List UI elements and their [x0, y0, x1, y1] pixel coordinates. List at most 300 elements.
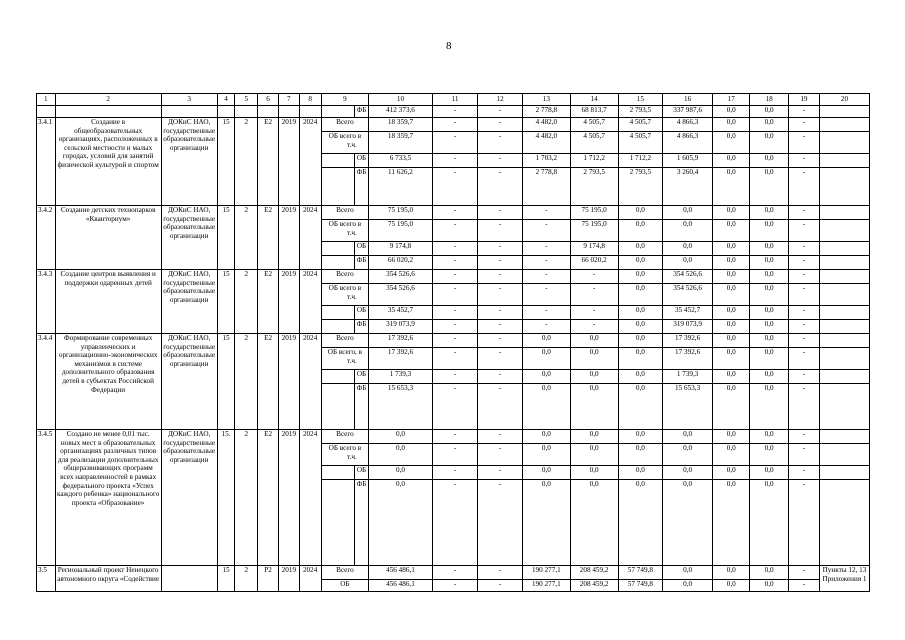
page-number: 8 [446, 40, 452, 52]
value-cell: - [432, 566, 478, 580]
empty-cell [235, 106, 258, 118]
value-cell: - [432, 270, 478, 284]
funding-label [321, 284, 369, 306]
empty-cell [37, 106, 56, 118]
value-cell: 3 260,4 [663, 168, 713, 206]
item-c5: 2 [235, 206, 258, 270]
value-cell: 0,0 [663, 580, 713, 592]
value-cell: 337 987,6 [663, 106, 713, 118]
empty-cell [299, 106, 321, 118]
empty-cell [278, 106, 299, 118]
value-cell: - [522, 256, 570, 270]
item-c7: 2019 [278, 118, 299, 206]
value-cell: 2 778,8 [522, 168, 570, 206]
funding-label: Всего [321, 270, 369, 284]
value-cell: 0,0 [713, 348, 750, 370]
note-cell [819, 284, 869, 306]
value-cell: 4 482,0 [522, 132, 570, 154]
value-cell: 2 793,5 [570, 168, 618, 206]
value-cell: 17 392,6 [369, 348, 432, 370]
value-cell: - [788, 118, 819, 132]
note-cell [819, 168, 869, 206]
value-cell: 0,0 [570, 348, 618, 370]
item-c4: 15 [217, 270, 235, 334]
value-cell: - [432, 430, 478, 444]
funding-label [321, 444, 369, 466]
value-cell: - [522, 242, 570, 256]
budget-type: ФБ [354, 168, 369, 206]
value-cell: - [432, 154, 478, 168]
value-cell: - [432, 132, 478, 154]
value-cell: - [788, 444, 819, 466]
value-cell: 75 195,0 [369, 206, 432, 220]
item-executor: ДОКиС НАО, государственные образовательные организации [161, 334, 217, 430]
value-cell: 0,0 [713, 480, 750, 566]
value-cell: - [478, 566, 523, 580]
budget-type: ФБ [354, 106, 369, 118]
item-c5: 2 [235, 430, 258, 566]
value-cell: 0,0 [713, 566, 750, 580]
header-cell: 11 [432, 94, 478, 106]
value-cell: - [478, 370, 523, 384]
item-name: Создание центров выявления и поддержки одаренных детей [55, 270, 161, 334]
note-cell [819, 334, 869, 348]
value-cell: 0,0 [750, 270, 788, 284]
value-cell: 1 712,2 [570, 154, 618, 168]
value-cell: 0,0 [713, 242, 750, 256]
header-cell: 20 [819, 94, 869, 106]
item-executor: ДОКиС НАО, государственные образовательные организации [161, 270, 217, 334]
value-cell: 17 392,6 [663, 334, 713, 348]
value-cell: 0,0 [570, 430, 618, 444]
table-row [37, 118, 870, 132]
value-cell: 412 373,6 [369, 106, 432, 118]
value-cell: 0,0 [570, 444, 618, 466]
value-cell: 0,0 [750, 384, 788, 430]
value-cell: - [478, 348, 523, 370]
item-c5: 2 [235, 270, 258, 334]
value-cell: - [788, 320, 819, 334]
value-cell: - [788, 106, 819, 118]
note-cell [819, 370, 869, 384]
note-cell [819, 384, 869, 430]
value-cell: 0,0 [750, 466, 788, 480]
item-c6: Е2 [258, 118, 279, 206]
header-cell: 3 [161, 94, 217, 106]
value-cell: - [478, 480, 523, 566]
item-c6: Е2 [258, 430, 279, 566]
value-cell: 0,0 [570, 370, 618, 384]
note-cell [819, 444, 869, 466]
value-cell: 9 174,8 [570, 242, 618, 256]
value-cell: 0,0 [618, 384, 663, 430]
value-cell: 4 505,7 [570, 132, 618, 154]
note-cell [819, 256, 869, 270]
item-name: Создание детских технопарков «Кванториум» [55, 206, 161, 270]
value-cell: - [478, 320, 523, 334]
value-cell: 190 277,1 [522, 566, 570, 580]
value-cell: 0,0 [750, 480, 788, 566]
value-cell: 75 195,0 [369, 220, 432, 242]
value-cell: - [432, 334, 478, 348]
empty-cell [321, 466, 354, 480]
value-cell: 0,0 [663, 566, 713, 580]
item-note: Пункты 12, 13 Приложения 1 [819, 566, 869, 592]
value-cell: 0,0 [570, 480, 618, 566]
value-cell: - [478, 334, 523, 348]
value-cell: - [788, 242, 819, 256]
value-cell: - [478, 466, 523, 480]
note-cell [819, 132, 869, 154]
value-cell: 354 526,6 [663, 284, 713, 306]
value-cell: 0,0 [663, 256, 713, 270]
item-executor: ДОКиС НАО, государственные образовательные организации [161, 118, 217, 206]
funding-label: Всего [321, 430, 369, 444]
value-cell: 1 605,9 [663, 154, 713, 168]
budget-type: ФБ [354, 480, 369, 566]
value-cell: 18 359,7 [369, 132, 432, 154]
value-cell: - [788, 334, 819, 348]
empty-cell [321, 320, 354, 334]
value-cell: 456 486,1 [369, 566, 432, 580]
value-cell: - [432, 466, 478, 480]
item-c8: 2024 [299, 206, 321, 270]
funding-label-main: ОБ всего, в [327, 348, 363, 356]
note-cell [819, 270, 869, 284]
value-cell: 0,0 [522, 444, 570, 466]
value-cell: 0,0 [750, 132, 788, 154]
budget-type: ОБ [354, 370, 369, 384]
value-cell: - [432, 444, 478, 466]
value-cell: 1 739,3 [369, 370, 432, 384]
value-cell: - [522, 220, 570, 242]
value-cell: 0,0 [663, 444, 713, 466]
funding-label: Всего [321, 206, 369, 220]
item-c8: 2024 [299, 566, 321, 592]
value-cell: - [478, 118, 523, 132]
value-cell: 0,0 [618, 220, 663, 242]
value-cell: 0,0 [713, 430, 750, 444]
value-cell: 0,0 [713, 444, 750, 466]
funding-label: Всего [321, 118, 369, 132]
value-cell: 0,0 [570, 466, 618, 480]
value-cell: 0,0 [522, 370, 570, 384]
value-cell: - [478, 154, 523, 168]
note-cell [819, 106, 869, 118]
value-cell: 35 452,7 [369, 306, 432, 320]
value-cell: 456 486,1 [369, 580, 432, 592]
empty-cell [161, 106, 217, 118]
value-cell: 0,0 [713, 370, 750, 384]
value-cell: - [432, 242, 478, 256]
item-name: Региональный проект Ненецкого автономного округа «Содействие [55, 566, 161, 592]
value-cell: 15 653,3 [369, 384, 432, 430]
value-cell: 0,0 [750, 118, 788, 132]
value-cell: - [478, 242, 523, 256]
empty-cell [217, 106, 235, 118]
header-cell: 4 [217, 94, 235, 106]
value-cell: 1 739,3 [663, 370, 713, 384]
value-cell: - [570, 270, 618, 284]
value-cell: 0,0 [618, 270, 663, 284]
item-c8: 2024 [299, 334, 321, 430]
value-cell: 0,0 [750, 168, 788, 206]
empty-cell [321, 370, 354, 384]
value-cell: 11 626,2 [369, 168, 432, 206]
item-c7: 2019 [278, 206, 299, 270]
item-name: Создано не менее 0,01 тыс. новых мест в образовательных организациях различных типов для реализации дополнительных общеразвивающих программ всех направленностей в рамках федерального проекта «Успех каждого ребенка» национального проекта «Образование» [55, 430, 161, 566]
value-cell: - [432, 284, 478, 306]
empty-cell [321, 480, 354, 566]
funding-label [321, 220, 369, 242]
value-cell: - [788, 206, 819, 220]
item-executor: ДОКиС НАО, государственные образовательные организации [161, 430, 217, 566]
value-cell: - [788, 306, 819, 320]
value-cell: 0,0 [750, 430, 788, 444]
funding-label: Всего [321, 566, 369, 580]
continuation-row [37, 106, 870, 118]
value-cell: 0,0 [750, 370, 788, 384]
note-cell [819, 154, 869, 168]
value-cell: - [478, 256, 523, 270]
item-c4: 15 [217, 206, 235, 270]
item-c6: Е2 [258, 206, 279, 270]
funding-label-sub: т.ч. [347, 452, 357, 461]
value-cell: 0,0 [713, 118, 750, 132]
budget-type: ОБ [354, 154, 369, 168]
value-cell: 0,0 [713, 466, 750, 480]
value-cell: - [788, 370, 819, 384]
value-cell: 0,0 [750, 566, 788, 580]
note-cell [819, 320, 869, 334]
value-cell: 0,0 [570, 334, 618, 348]
value-cell: 0,0 [713, 384, 750, 430]
table-row [37, 430, 870, 444]
value-cell: - [478, 270, 523, 284]
value-cell: 0,0 [369, 480, 432, 566]
value-cell: 0,0 [618, 206, 663, 220]
budget-type: ФБ [354, 384, 369, 430]
value-cell: - [788, 256, 819, 270]
item-c4: 15 [217, 334, 235, 430]
value-cell: - [432, 348, 478, 370]
empty-cell [321, 168, 354, 206]
value-cell: - [570, 306, 618, 320]
value-cell: - [478, 306, 523, 320]
value-cell: - [432, 580, 478, 592]
note-cell [819, 118, 869, 132]
value-cell: - [788, 430, 819, 444]
value-cell: 66 020,2 [369, 256, 432, 270]
value-cell: - [432, 106, 478, 118]
value-cell: 0,0 [618, 444, 663, 466]
value-cell: 0,0 [663, 206, 713, 220]
funding-label-main: ОБ всего в [328, 132, 362, 140]
value-cell: - [478, 106, 523, 118]
value-cell: 0,0 [369, 444, 432, 466]
value-cell: - [432, 480, 478, 566]
value-cell: 0,0 [713, 580, 750, 592]
value-cell: 0,0 [618, 480, 663, 566]
funding-label-sub: т.ч. [347, 228, 357, 237]
value-cell: 0,0 [750, 580, 788, 592]
value-cell: 1 703,2 [522, 154, 570, 168]
value-cell: 17 392,6 [369, 334, 432, 348]
empty-cell [321, 106, 354, 118]
value-cell: 0,0 [750, 444, 788, 466]
value-cell: - [432, 256, 478, 270]
value-cell: - [788, 168, 819, 206]
note-cell [819, 466, 869, 480]
value-cell: 0,0 [750, 306, 788, 320]
note-cell [819, 306, 869, 320]
value-cell: 57 749,8 [618, 566, 663, 580]
item-c7: 2019 [278, 270, 299, 334]
value-cell: 2 793,5 [618, 106, 663, 118]
header-cell: 5 [235, 94, 258, 106]
header-cell: 10 [369, 94, 432, 106]
value-cell: 354 526,6 [369, 270, 432, 284]
value-cell: 0,0 [570, 384, 618, 430]
value-cell: - [478, 168, 523, 206]
financing-table [36, 93, 870, 592]
value-cell: 0,0 [663, 466, 713, 480]
value-cell: 0,0 [663, 220, 713, 242]
value-cell: 66 020,2 [570, 256, 618, 270]
value-cell: 0,0 [618, 334, 663, 348]
value-cell: 0,0 [750, 320, 788, 334]
note-cell [819, 206, 869, 220]
value-cell: 0,0 [750, 154, 788, 168]
empty-cell [321, 242, 354, 256]
item-c5: 2 [235, 334, 258, 430]
item-code: 3.5 [37, 566, 56, 592]
value-cell: 0,0 [522, 348, 570, 370]
value-cell: - [478, 284, 523, 306]
value-cell: - [788, 566, 819, 580]
value-cell: 0,0 [663, 430, 713, 444]
item-c7: 2019 [278, 430, 299, 566]
item-code: 3.4.5 [37, 430, 56, 566]
item-c7: 2019 [278, 566, 299, 592]
item-c4: 15 [217, 118, 235, 206]
funding-label [321, 132, 369, 154]
item-name: Формирование современных управленческих и организационно-экономических механизмов в системе дополнительного образования детей в субъектах Российской Федерации [55, 334, 161, 430]
value-cell: 0,0 [522, 384, 570, 430]
budget-type: ФБ [354, 320, 369, 334]
value-cell: - [478, 220, 523, 242]
value-cell: 0,0 [713, 168, 750, 206]
value-cell: 0,0 [713, 320, 750, 334]
item-c8: 2024 [299, 430, 321, 566]
value-cell: 35 452,7 [663, 306, 713, 320]
value-cell: 0,0 [750, 206, 788, 220]
funding-label-sub: т.ч. [347, 140, 357, 149]
value-cell: - [522, 270, 570, 284]
value-cell: - [788, 284, 819, 306]
value-cell: 190 277,1 [522, 580, 570, 592]
value-cell: 0,0 [750, 106, 788, 118]
value-cell: - [570, 284, 618, 306]
value-cell: 0,0 [750, 284, 788, 306]
value-cell: 2 793,5 [618, 168, 663, 206]
note-cell [819, 220, 869, 242]
funding-label [321, 348, 369, 370]
value-cell: - [522, 306, 570, 320]
value-cell: 0,0 [369, 466, 432, 480]
value-cell: 18 359,7 [369, 118, 432, 132]
value-cell: 0,0 [522, 480, 570, 566]
item-executor: ДОКиС НАО, государственные образовательные организации [161, 206, 217, 270]
value-cell: - [478, 430, 523, 444]
value-cell: 0,0 [750, 242, 788, 256]
header-cell: 2 [55, 94, 161, 106]
value-cell: 208 459,2 [570, 580, 618, 592]
value-cell: 0,0 [713, 106, 750, 118]
value-cell: 2 778,8 [522, 106, 570, 118]
header-cell: 1 [37, 94, 56, 106]
value-cell: - [432, 384, 478, 430]
empty-cell [321, 384, 354, 430]
value-cell: 0,0 [713, 132, 750, 154]
value-cell: - [788, 466, 819, 480]
value-cell: 4 866,3 [663, 118, 713, 132]
value-cell: 4 505,7 [618, 132, 663, 154]
empty-cell [258, 106, 279, 118]
funding-label-main: ОБ всего в [328, 444, 362, 452]
value-cell: 1 712,2 [618, 154, 663, 168]
item-c5: 2 [235, 118, 258, 206]
table-row [37, 334, 870, 348]
value-cell: 0,0 [618, 320, 663, 334]
value-cell: 75 195,0 [570, 220, 618, 242]
value-cell: 0,0 [663, 480, 713, 566]
budget-type: ОБ [354, 306, 369, 320]
value-cell: - [478, 132, 523, 154]
header-cell: 9 [321, 94, 369, 106]
value-cell: - [432, 220, 478, 242]
header-cell: 6 [258, 94, 279, 106]
value-cell: 4 866,3 [663, 132, 713, 154]
value-cell: 0,0 [713, 220, 750, 242]
item-executor [161, 566, 217, 592]
note-cell [819, 348, 869, 370]
item-name: Создание в общеобразовательных организациях, расположенных в сельской местности и малых городах, условий для занятий физической культурой и спортом [55, 118, 161, 206]
value-cell: - [478, 206, 523, 220]
value-cell: 0,0 [713, 206, 750, 220]
header-cell: 16 [663, 94, 713, 106]
value-cell: 0,0 [618, 284, 663, 306]
value-cell: 354 526,6 [369, 284, 432, 306]
header-cell: 8 [299, 94, 321, 106]
value-cell: - [788, 220, 819, 242]
value-cell: - [478, 384, 523, 430]
value-cell: 0,0 [618, 242, 663, 256]
value-cell: 0,0 [369, 430, 432, 444]
value-cell: - [570, 320, 618, 334]
value-cell: - [522, 284, 570, 306]
value-cell: 319 073,9 [369, 320, 432, 334]
value-cell: 0,0 [750, 348, 788, 370]
value-cell: 57 749,8 [618, 580, 663, 592]
funding-label: ОБ [321, 580, 369, 592]
empty-cell [321, 306, 354, 320]
value-cell: - [432, 168, 478, 206]
value-cell: 319 073,9 [663, 320, 713, 334]
note-cell [819, 480, 869, 566]
empty-cell [321, 256, 354, 270]
value-cell: 0,0 [713, 270, 750, 284]
